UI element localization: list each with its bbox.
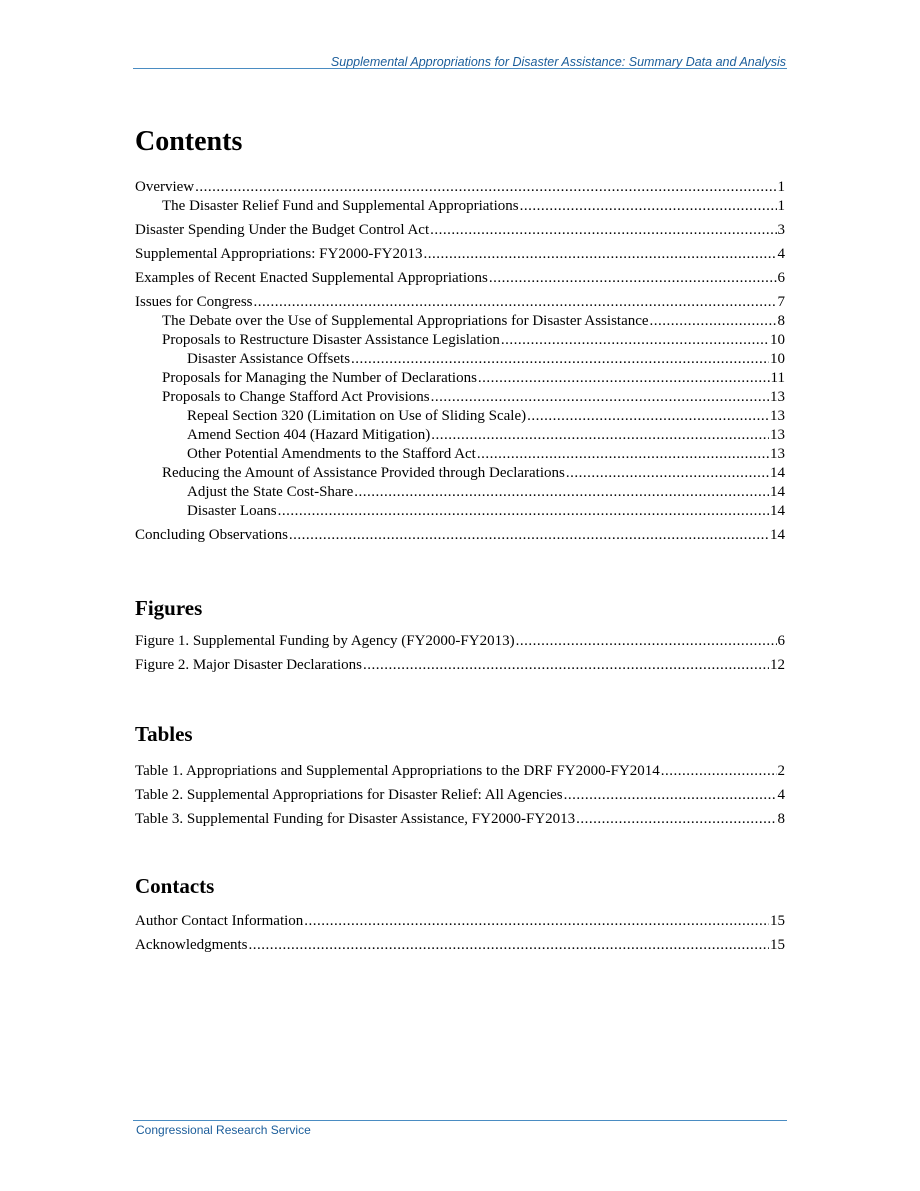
- dot-leader: [501, 331, 769, 350]
- dot-leader: [477, 445, 769, 464]
- contacts-list: [135, 912, 785, 955]
- toc-entry[interactable]: [135, 445, 785, 464]
- tables-list: [135, 762, 785, 829]
- toc-entry-title: Disaster Assistance Offsets: [187, 351, 351, 367]
- toc-entry-title: Author Contact Information: [135, 913, 304, 929]
- tables-heading: Tables: [135, 722, 193, 746]
- dot-leader: [566, 464, 769, 483]
- running-footer: Congressional Research Service: [136, 1123, 311, 1137]
- toc-entry[interactable]: [135, 912, 785, 931]
- toc-entry[interactable]: [135, 464, 785, 483]
- toc-entry-title: Reducing the Amount of Assistance Provided through Declarations: [162, 465, 565, 481]
- running-header: Supplemental Appropriations for Disaster Assistance: Summary Data and Analysis: [330, 55, 786, 69]
- toc-entry-title: Concluding Observations: [135, 527, 288, 543]
- toc-entry[interactable]: [135, 426, 785, 445]
- toc-entry-title: Figure 2. Major Disaster Declarations: [135, 657, 363, 673]
- toc-entry-page: 14: [770, 503, 785, 519]
- toc-entry[interactable]: [135, 936, 785, 955]
- dot-leader: [516, 632, 777, 651]
- dot-leader: [363, 656, 769, 675]
- toc-entry-title: Disaster Spending Under the Budget Control Act: [135, 222, 430, 238]
- dot-leader: [661, 762, 777, 781]
- toc-entry-title: Acknowledgments: [135, 937, 248, 953]
- dot-leader: [431, 388, 769, 407]
- toc-entry-page: 13: [770, 389, 785, 405]
- toc-entry-page: 1: [777, 179, 785, 195]
- footer-rule: [133, 1120, 787, 1121]
- toc-entry[interactable]: [135, 245, 785, 264]
- dot-leader: [278, 502, 769, 521]
- dot-leader: [424, 245, 777, 264]
- toc-entry-page: 3: [777, 222, 785, 238]
- toc-entry-page: 12: [770, 657, 785, 673]
- dot-leader: [527, 407, 769, 426]
- dot-leader: [650, 312, 777, 331]
- toc-entry[interactable]: [135, 197, 785, 216]
- toc-entry[interactable]: [135, 369, 785, 388]
- toc-entry-title: Table 3. Supplemental Funding for Disaster Assistance, FY2000-FY2013: [135, 811, 576, 827]
- toc-entry-title: Proposals to Change Stafford Act Provisions: [162, 389, 430, 405]
- contents-heading: Contents: [135, 126, 243, 157]
- dot-leader: [431, 426, 769, 445]
- toc-entry-page: 14: [770, 484, 785, 500]
- toc-entry-title: Other Potential Amendments to the Stafford Act: [187, 446, 476, 462]
- toc-entry-page: 8: [777, 811, 785, 827]
- toc-entry[interactable]: [135, 483, 785, 502]
- dot-leader: [195, 178, 776, 197]
- figures-heading: Figures: [135, 596, 203, 620]
- toc-entry[interactable]: [135, 269, 785, 288]
- toc-entry-title: The Disaster Relief Fund and Supplemental Appropriations: [162, 198, 519, 214]
- dot-leader: [576, 810, 776, 829]
- toc-entry-page: 4: [777, 787, 785, 803]
- dot-leader: [430, 221, 776, 240]
- toc-entry-title: Issues for Congress: [135, 294, 253, 310]
- toc-entry[interactable]: [135, 656, 785, 675]
- figures-list: [135, 632, 785, 675]
- toc-entry-page: 10: [770, 332, 785, 348]
- dot-leader: [564, 786, 777, 805]
- toc-entry-title: Table 1. Appropriations and Supplemental Appropriations to the DRF FY2000-FY2014: [135, 763, 660, 779]
- toc-entry[interactable]: [135, 810, 785, 829]
- toc-entry-page: 11: [770, 370, 785, 386]
- toc-entry-page: 6: [777, 270, 785, 286]
- dot-leader: [248, 936, 769, 955]
- toc-entry[interactable]: [135, 762, 785, 781]
- toc-entry-page: 1: [777, 198, 785, 214]
- toc-entry-page: 6: [777, 633, 785, 649]
- toc-entry[interactable]: [135, 632, 785, 651]
- toc-entry-page: 2: [777, 763, 785, 779]
- toc-entry-page: 15: [770, 937, 785, 953]
- toc-entry[interactable]: [135, 293, 785, 312]
- toc-entry[interactable]: [135, 407, 785, 426]
- toc-entry-title: Disaster Loans: [187, 503, 277, 519]
- toc-entry-title: Overview: [135, 179, 195, 195]
- toc-entry-page: 4: [777, 246, 785, 262]
- toc-entry[interactable]: [135, 526, 785, 545]
- header-rule: [133, 68, 787, 69]
- toc-entry-page: 13: [770, 427, 785, 443]
- toc-entry-page: 14: [770, 465, 785, 481]
- toc-entry-page: 13: [770, 446, 785, 462]
- contacts-heading: Contacts: [135, 874, 215, 898]
- dot-leader: [254, 293, 777, 312]
- toc-entry[interactable]: [135, 786, 785, 805]
- toc-entry-title: The Debate over the Use of Supplemental Appropriations for Disaster Assistance: [162, 313, 649, 329]
- dot-leader: [289, 526, 769, 545]
- toc-entry[interactable]: [135, 312, 785, 331]
- toc-entry-title: Table 2. Supplemental Appropriations for Disaster Relief: All Agencies: [135, 787, 563, 803]
- toc-entry-page: 10: [770, 351, 785, 367]
- dot-leader: [520, 197, 777, 216]
- toc-entry[interactable]: [135, 388, 785, 407]
- toc-entry[interactable]: [135, 350, 785, 369]
- dot-leader: [354, 483, 769, 502]
- contents-list: [135, 178, 785, 545]
- toc-entry-page: 14: [770, 527, 785, 543]
- toc-entry[interactable]: [135, 221, 785, 240]
- dot-leader: [304, 912, 769, 931]
- toc-entry-page: 8: [777, 313, 785, 329]
- toc-entry-title: Amend Section 404 (Hazard Mitigation): [187, 427, 431, 443]
- dot-leader: [351, 350, 769, 369]
- toc-entry[interactable]: [135, 331, 785, 350]
- toc-entry-title: Figure 1. Supplemental Funding by Agency (FY2000-FY2013): [135, 633, 515, 649]
- toc-entry-title: Adjust the State Cost-Share: [187, 484, 354, 500]
- toc-entry-page: 15: [770, 913, 785, 929]
- toc-entry[interactable]: [135, 502, 785, 521]
- dot-leader: [478, 369, 770, 388]
- toc-entry-title: Examples of Recent Enacted Supplemental Appropriations: [135, 270, 488, 286]
- toc-entry-title: Proposals to Restructure Disaster Assistance Legislation: [162, 332, 500, 348]
- toc-entry-page: 7: [777, 294, 785, 310]
- dot-leader: [489, 269, 777, 288]
- toc-entry-page: 13: [770, 408, 785, 424]
- toc-entry-title: Repeal Section 320 (Limitation on Use of Sliding Scale): [187, 408, 527, 424]
- toc-entry-title: Proposals for Managing the Number of Declarations: [162, 370, 477, 386]
- toc-entry[interactable]: [135, 178, 785, 197]
- toc-entry-title: Supplemental Appropriations: FY2000-FY2013: [135, 246, 423, 262]
